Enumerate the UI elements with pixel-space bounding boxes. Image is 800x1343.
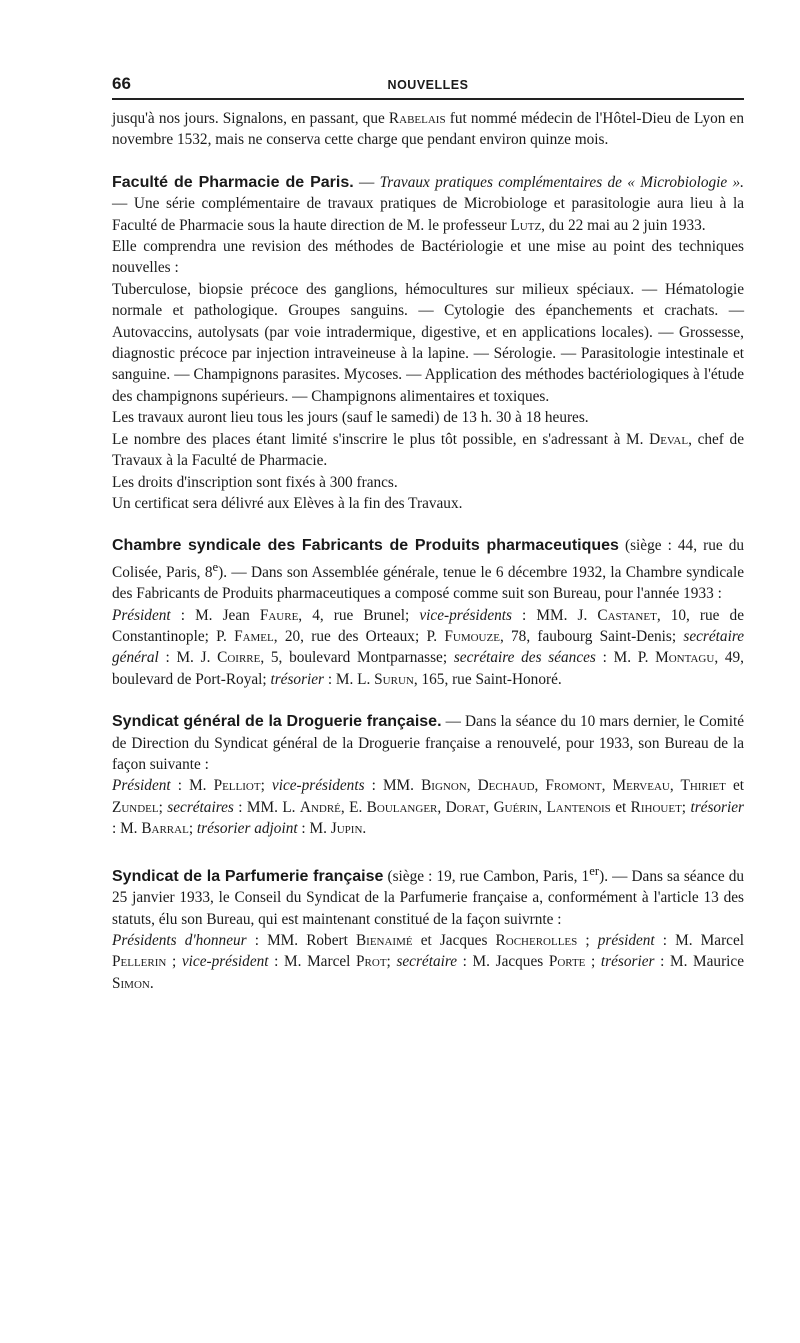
- intro-paragraph: jusqu'à nos jours. Signalons, en passant, que Rabelais fut nommé médecin de l'Hôtel-Dieu de Lyon en novembre 1532, mais ne conserva cette charge que pendant environ quinze mois.: [112, 110, 744, 149]
- section-faculte-pharmacie: [112, 172, 744, 515]
- pharmacie-paragraph-5: Le nombre des places étant limité s'inscrire le plus tôt possible, en s'adressant à M. Deval, chef de Travaux à la Faculté de Pharmacie.: [112, 430, 744, 470]
- section-parfumerie: [112, 861, 744, 995]
- pharmacie-paragraph-1: Faculté de Pharmacie de Paris. — Travaux pratiques complémentaires de « Microbiologie ». — Une série complémentaire de travaux pratiques de Microbiologe et parasitologie aura lieu à la Faculté de Pharmacie sous la haute direction de M. le professeur Lutz, du 22 mai au 2 juin 1933.: [112, 173, 744, 234]
- pharmacie-paragraph-2: Elle comprendra une revision des méthodes de Bactériologie et une mise au point des techniques nouvelles :: [112, 238, 744, 277]
- droguerie-paragraph-1: Syndicat général de la Droguerie française. — Dans la séance du 10 mars dernier, le Comité de Direction du Syndicat général de la Droguerie française a renouvelé, pour 1933, son Bureau de la façon suivante :: [112, 713, 744, 774]
- section-chambre-syndicale: [112, 535, 744, 690]
- page-number: 66: [112, 74, 131, 93]
- pharmacie-paragraph-7: Un certificat sera délivré aux Elèves à la fin des Travaux.: [112, 494, 463, 512]
- section-heading: Syndicat général de la Droguerie française.: [112, 713, 442, 731]
- pharmacie-paragraph-3: Tuberculose, biopsie précoce des ganglions, hémocultures sur milieux spéciaux. — Hématologie normale et pathologique. Groupes sanguins. — Cytologie des épanchements et crachats. —Autovaccins, autolysats (par voie intradermique, digestive, et en applications locales). — Grossesse, diagnostic précoce par injection intraveineuse à la lapine. — Sérologie. — Parasitologie intestinale et sanguine. — Champignons parasites. Mycoses. — Application des méthodes bactériologiques à l'étude des champignons supérieurs. — Champignons alimentaires et toxiques.: [112, 280, 744, 405]
- section-droguerie: [112, 711, 744, 839]
- page-header: [112, 72, 744, 100]
- page: [112, 72, 744, 994]
- chambre-paragraph-1: Chambre syndicale des Fabricants de Produits pharmaceutiques (siège : 44, rue du Colisée, Paris, 8e). — Dans son Assemblée générale, tenue le 6 décembre 1932, la Chambre syndicale des Fabricants de Produits pharmaceutiques a composé comme suit son Bureau, pour l'année 1933 :: [112, 537, 744, 603]
- pharmacie-paragraph-4: Les travaux auront lieu tous les jours (sauf le samedi) de 13 h. 30 à 18 heures.: [112, 409, 589, 427]
- section-heading: Syndicat de la Parfumerie française: [112, 867, 384, 885]
- running-title: NOUVELLES: [387, 78, 469, 92]
- parfumerie-bureau: Présidents d'honneur : MM. Robert Bienaimé et Jacques Rocherolles ; président : M. Marcel Pellerin ; vice-président : M. Marcel Prot; secrétaire : M. Jacques Porte ; trésorier : M. Maurice Simon.: [112, 932, 744, 992]
- parfumerie-paragraph-1: Syndicat de la Parfumerie française (siège : 19, rue Cambon, Paris, 1er). — Dans sa séance du 25 janvier 1933, le Conseil du Syndicat de la Parfumerie française a, conformément à l'article 13 des statuts, élu son Bureau, qui est maintenant constitué de la façon suivrnte :: [112, 863, 744, 928]
- section-subtitle: Travaux pratiques complémentaires de « Microbiologie ».: [379, 173, 744, 191]
- section-heading: Faculté de Pharmacie de Paris.: [112, 173, 354, 191]
- chambre-bureau: Président : M. Jean Faure, 4, rue Brunel; vice-présidents : MM. J. Castanet, 10, rue de Constantinople; P. Famel, 20, rue des Orteaux; P. Fumouze, 78, faubourg Saint-Denis; secrétaire général : M. J. Coirre, 5, boulevard Montparnasse; secrétaire des séances : M. P. Montagu, 49, boulevard de Port-Royal; trésorier : M. L. Surun, 165, rue Saint-Honoré.: [112, 606, 744, 688]
- name-rabelais: Rabelais: [388, 110, 446, 127]
- droguerie-bureau: Président : M. Pelliot; vice-présidents : MM. Bignon, Dechaud, Fromont, Merveau, Thiriet et Zundel; secrétaires : MM. L. André, E. Boulanger, Dorat, Guérin, Lantenois et Rihouet; trésorier : M. Barral; trésorier adjoint : M. Jupin.: [112, 777, 745, 838]
- section-heading: Chambre syndicale des Fabricants de Produits pharmaceutiques: [112, 537, 619, 555]
- pharmacie-paragraph-6: Les droits d'inscription sont fixés à 300 francs.: [112, 473, 398, 491]
